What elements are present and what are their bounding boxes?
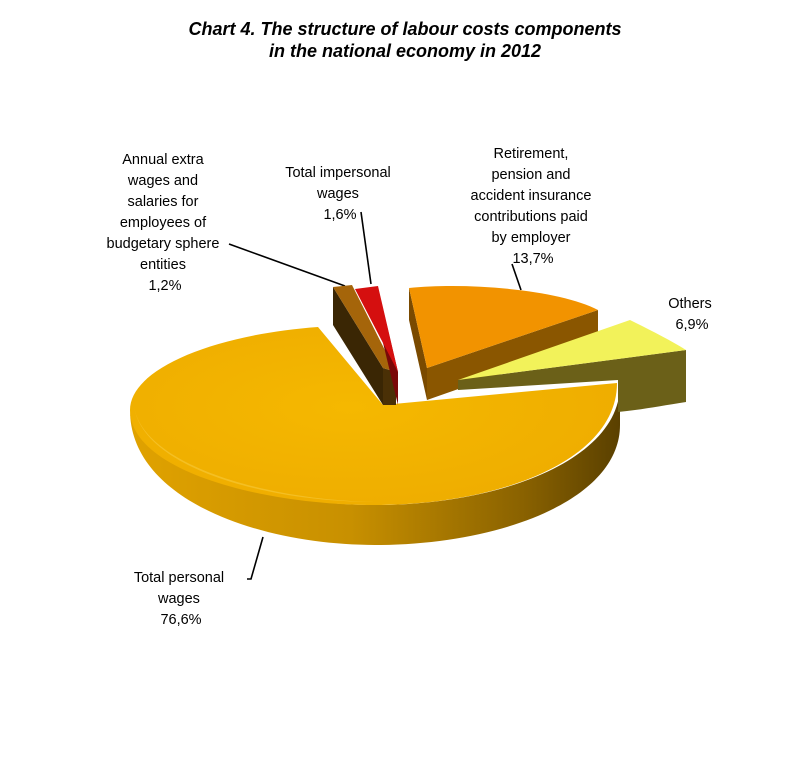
chart-title-line-1: Chart 4. The structure of labour costs components xyxy=(188,19,622,39)
label-others xyxy=(668,296,716,333)
label-impersonal-line-2: wages xyxy=(317,186,359,202)
label-extra-line-1: Annual extra xyxy=(122,152,204,168)
label-retirement-line-4: contributions paid xyxy=(474,209,588,225)
label-retirement-line-5: by employer xyxy=(491,230,571,246)
leader-line-extra xyxy=(229,244,345,286)
label-impersonal-line-1: Total impersonal xyxy=(285,165,391,181)
leader-line-personal xyxy=(247,537,263,579)
label-extra-line-7: 1,2% xyxy=(148,278,182,294)
label-retirement-contributions xyxy=(471,146,596,267)
label-others-line-1: Others xyxy=(668,296,712,312)
label-others-line-2: 6,9% xyxy=(675,317,709,333)
label-annual-extra-wages xyxy=(107,152,224,294)
chart-title-line-2: in the national economy in 2012 xyxy=(268,41,542,61)
label-total-personal-wages xyxy=(134,570,228,628)
label-extra-line-4: employees of xyxy=(119,215,207,231)
leader-line-retirement xyxy=(512,264,521,290)
label-total-impersonal-wages xyxy=(285,165,395,223)
label-extra-line-3: salaries for xyxy=(127,194,199,210)
label-impersonal-line-3: 1,6% xyxy=(323,207,357,223)
label-retirement-line-2: pension and xyxy=(491,167,571,183)
label-retirement-line-3: accident insurance xyxy=(470,188,592,204)
label-personal-line-3: 76,6% xyxy=(160,612,202,628)
label-extra-line-2: wages and xyxy=(127,173,199,189)
leader-line-impersonal xyxy=(361,212,371,284)
label-extra-line-5: budgetary sphere xyxy=(106,236,220,252)
label-personal-line-1: Total personal xyxy=(133,570,225,586)
label-retirement-line-1: Retirement, xyxy=(493,146,569,162)
label-retirement-line-6: 13,7% xyxy=(512,251,554,267)
label-extra-line-6: entities xyxy=(140,257,186,273)
label-personal-line-2: wages xyxy=(158,591,200,607)
